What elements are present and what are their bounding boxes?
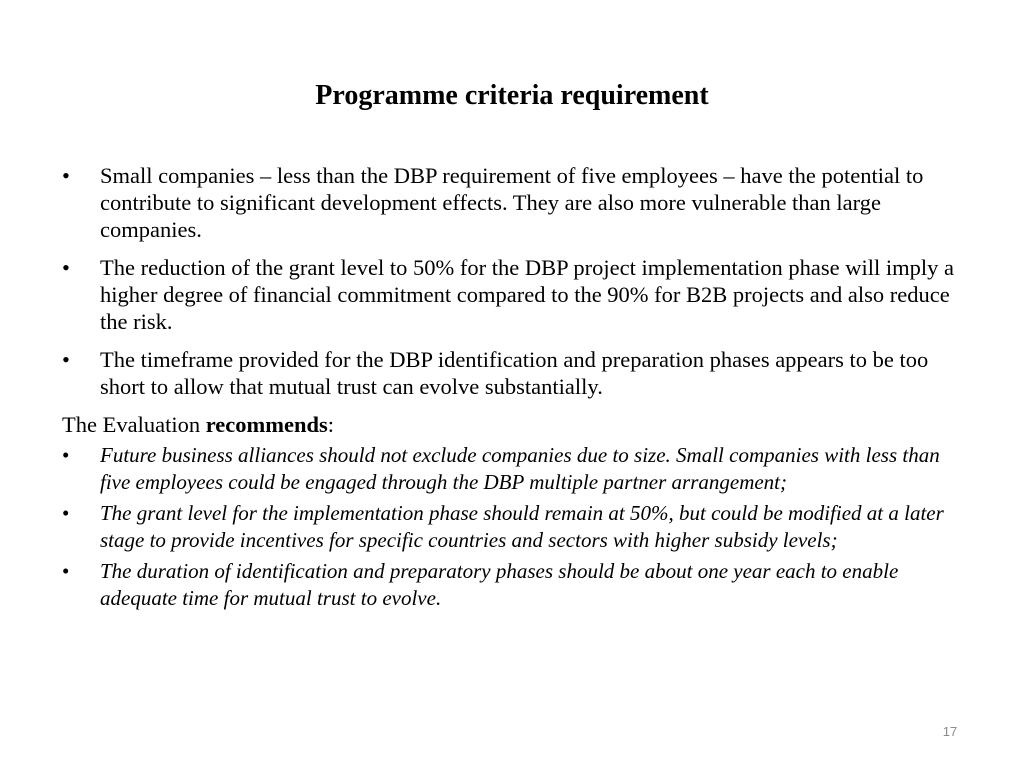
finding-item [62, 346, 962, 400]
slide-title: Programme criteria requirement [315, 80, 709, 111]
recommendation-item [62, 500, 962, 554]
finding-text: Small companies – less than the DBP requirement of five employees – have the potential to contribute to significant development effects. They are also more vulnerable than large companies. [100, 163, 924, 242]
bullet-icon: • [62, 347, 70, 372]
recommends-intro [62, 411, 962, 438]
recommendation-text: The duration of identification and preparatory phases should be about one year each to enable adequate time for mutual trust to evolve. [100, 559, 899, 610]
bullet-icon: • [62, 559, 70, 583]
finding-text: The reduction of the grant level to 50% for the DBP project implementation phase will imply a higher degree of financial commitment compared to the 90% for B2B projects and also reduce the risk. [100, 255, 954, 334]
finding-text: The timeframe provided for the DBP identification and preparation phases appears to be too short to allow that mutual trust can evolve substantially. [100, 347, 929, 399]
recommends-prefix: The Evaluation [62, 412, 206, 437]
recommends-suffix: : [327, 412, 335, 437]
recommendation-item [62, 442, 962, 496]
page-number: 17 [942, 724, 958, 739]
finding-item [62, 162, 962, 243]
bullet-icon: • [62, 501, 70, 525]
bullet-icon: • [62, 443, 70, 467]
recommendation-item [62, 558, 962, 612]
recommendations-list [62, 442, 962, 612]
bullet-icon: • [62, 163, 70, 188]
findings-list [62, 162, 962, 400]
recommendation-text: The grant level for the implementation phase should remain at 50%, but could be modified at a later stage to provide incentives for specific countries and sectors with higher subsidy levels; [100, 501, 944, 552]
bullet-icon: • [62, 255, 70, 280]
slide-content [62, 162, 962, 616]
recommendation-text: Future business alliances should not exclude companies due to size. Small companies with less than five employees could be engaged through the DBP multiple partner arrangement; [100, 443, 940, 494]
finding-item [62, 254, 962, 335]
recommends-bold: recommends [205, 412, 328, 437]
